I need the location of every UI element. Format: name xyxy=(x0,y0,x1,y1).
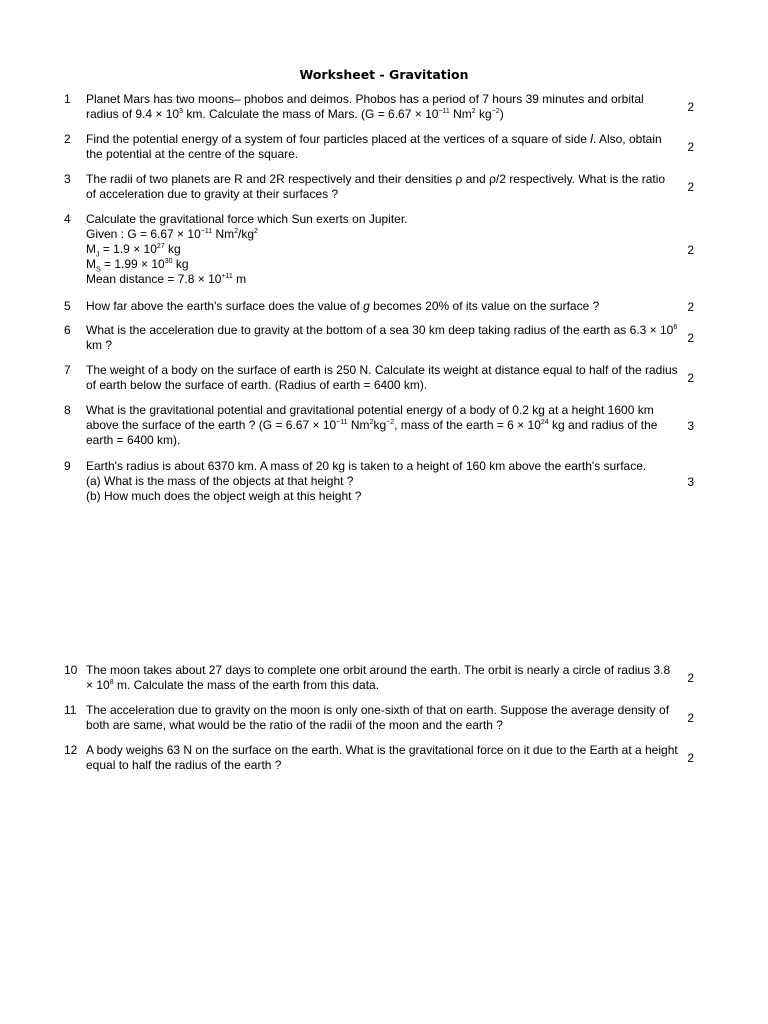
question-marks: 2 xyxy=(687,242,694,257)
question-text: The acceleration due to gravity on the moon is only one-sixth of that on earth. Suppose the average density of both are same, what would be the ratio of the radii of the moon and the earth ? xyxy=(86,703,670,732)
question-text: The weight of a body on the surface of earth is 250 N. Calculate its weight at distance equal to half of the radius of earth below the surface of earth. (Radius of earth = 6400 km). xyxy=(86,363,678,392)
question-8 xyxy=(64,403,694,448)
question-11 xyxy=(64,703,694,733)
question-number: 12 xyxy=(64,743,78,757)
question-number: 6 xyxy=(64,323,71,337)
question-text: A body weighs 63 N on the surface on the earth. What is the gravitational force on it due to the Earth at a height equal to half the radius of the earth ? xyxy=(86,743,678,772)
question-text xyxy=(86,212,678,287)
question-marks: 2 xyxy=(687,671,694,685)
question-text: What is the acceleration due to gravity at the bottom of a sea 30 km deep taking radius of the earth as $6.3 \times 10^6$ km ? xyxy=(86,323,678,352)
question-number: 3 xyxy=(64,172,71,186)
question-5 xyxy=(64,299,694,314)
question-marks: 2 xyxy=(687,100,694,114)
worksheet-title: Worksheet - Gravitation xyxy=(299,67,469,82)
question-number: 10 xyxy=(64,663,78,677)
question-marks: 2 xyxy=(687,299,694,314)
question-marks: 2 xyxy=(687,751,694,765)
question-marks: 2 xyxy=(687,711,694,725)
question-6 xyxy=(64,323,694,353)
question-marks: 3 xyxy=(687,474,694,489)
question-number: 4 xyxy=(64,212,71,226)
question-marks: 2 xyxy=(687,140,694,154)
question-text: The radii of two planets are R and 2R respectively and their densities ρ and ρ/2 respectively. What is the ratio of acceleration due to gravity at their surfaces ? xyxy=(86,172,666,201)
question-number: 11 xyxy=(64,703,77,717)
question-number: 9 xyxy=(64,459,71,473)
question-marks: 2 xyxy=(687,331,694,345)
question-line: Calculate the gravitational force which Sun exerts on Jupiter. xyxy=(86,212,408,226)
question-1 xyxy=(64,92,694,122)
question-3 xyxy=(64,172,694,202)
question-text: How far above the earth's surface does the value of g becomes 20% of its value on the surface ? xyxy=(86,299,600,313)
question-text: What is the gravitational potential and gravitational potential energy of a body of 0.2 kg at a height 1600 km above the surface of the earth ? ($G = 6.67 \times 10^{-11}$ $Nm^2kg^{-2}$, mass of the earth = $6 \times 10^{24}$ kg and radius of the earth = 6400 km). xyxy=(86,403,658,447)
question-12 xyxy=(64,743,694,773)
question-text: Planet Mars has two moons– phobos and deimos. Phobos has a period of 7 hours 39 minutes and orbital radius of $9.4 \times 10^3$ km. Calculate the mass of Mars. ($G = 6.67 \times 10^{-11}$ Nm$^2$ $kg^{-2}$) xyxy=(86,92,644,121)
question-10 xyxy=(64,663,694,693)
question-number: 7 xyxy=(64,363,71,377)
question-line: $M_S = 1.99 \times 10^{30}$ kg xyxy=(86,257,189,274)
question-marks: 2 xyxy=(687,180,694,194)
question-line: $M_J = 1.9 \times 10^{27}$ kg xyxy=(86,242,181,259)
question-line: Given : $G = 6.67 \times 10^{-11}$ $Nm^2/kg^2$ xyxy=(86,227,258,241)
question-text: Find the potential energy of a system of four particles placed at the vertices of a square of side l. Also, obtain the potential at the centre of the square. xyxy=(86,132,662,161)
question-9 xyxy=(64,459,694,504)
question-marks: 2 xyxy=(687,371,694,385)
question-text xyxy=(86,459,678,504)
question-text: The moon takes about 27 days to complete one orbit around the earth. The orbit is nearly a circle of radius $3.8 \times 10^8$ m. Calculate the mass of the earth from this data. xyxy=(86,663,671,692)
question-number: 8 xyxy=(64,403,71,417)
question-number: 1 xyxy=(64,92,71,106)
question-line: Earth's radius is about 6370 km. A mass of 20 kg is taken to a height of 160 km above the earth's surface. xyxy=(86,459,647,473)
question-subpart: (a) What is the mass of the objects at that height ? xyxy=(86,474,354,488)
question-subpart: (b) How much does the object weigh at this height ? xyxy=(86,489,362,503)
question-marks: 3 xyxy=(687,418,694,433)
question-4 xyxy=(64,212,694,287)
question-line: Mean distance = $7.8 \times 10^{+11}$ m xyxy=(86,272,247,286)
question-7 xyxy=(64,363,694,393)
question-number: 5 xyxy=(64,299,71,313)
question-number: 2 xyxy=(64,132,71,146)
question-2 xyxy=(64,132,694,162)
